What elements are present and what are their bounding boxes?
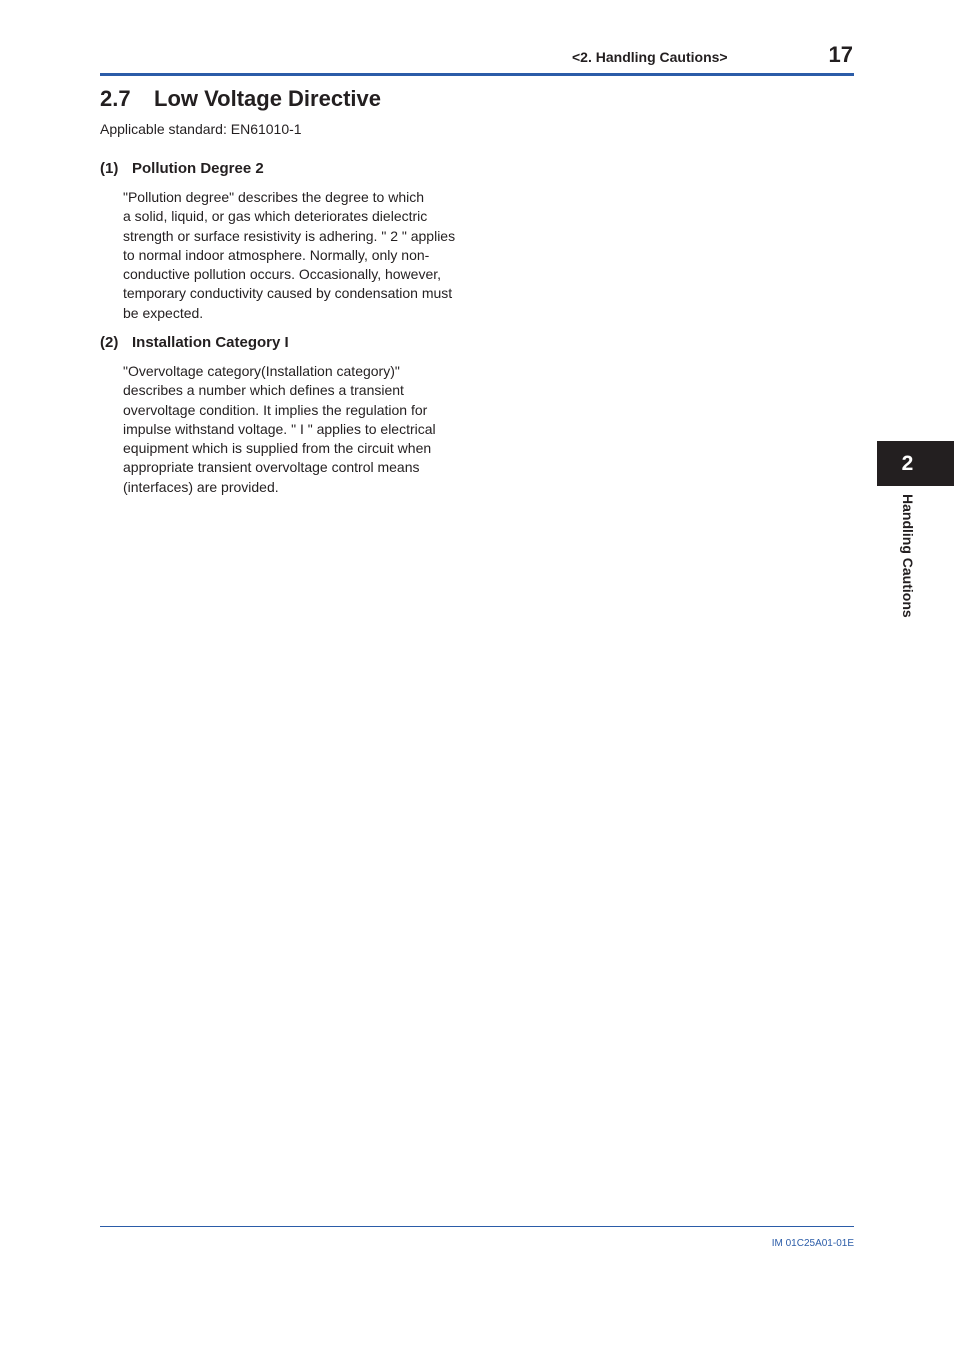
subsection-heading-pollution	[100, 160, 264, 177]
footer-divider	[100, 1226, 854, 1227]
paragraph-line: "Overvoltage category(Installation category)"	[123, 363, 400, 379]
applicable-standard: Applicable standard: EN61010-1	[100, 121, 302, 137]
paragraph-line: be expected.	[123, 304, 204, 321]
section-title	[100, 86, 381, 112]
paragraph-line: equipment which is supplied from the circuit when	[123, 440, 432, 457]
subsection-heading-installation	[100, 334, 289, 351]
header-divider	[100, 73, 854, 76]
paragraph-line: a solid, liquid, or gas which deteriorates dielectric	[123, 208, 428, 225]
installation-paragraph	[123, 362, 463, 497]
paragraph-line: appropriate transient overvoltage control means	[123, 459, 420, 476]
paragraph-line: describes a number which defines a transient	[123, 382, 404, 399]
subsection-number: (2)	[100, 334, 119, 351]
paragraph-line: "Pollution degree" describes the degree to which	[123, 189, 425, 205]
subsection-title: Pollution Degree 2	[132, 160, 264, 177]
page-number: 17	[828, 42, 853, 67]
pollution-paragraph	[123, 188, 463, 323]
chapter-side-label: Handling Cautions	[900, 494, 916, 618]
document-id: IM 01C25A01-01E	[771, 1238, 854, 1249]
paragraph-line: strength or surface resistivity is adhering. " 2 " applies	[123, 227, 456, 244]
paragraph-line: temporary conductivity caused by condensation must	[123, 285, 453, 302]
section-number: 2.7	[100, 86, 131, 111]
paragraph-line: to normal indoor atmosphere. Normally, only non-	[123, 246, 430, 263]
paragraph-line: impulse withstand voltage. " I " applies to electrical	[123, 420, 436, 437]
header-section-title: <2. Handling Cautions>	[572, 49, 728, 65]
subsection-number: (1)	[100, 160, 119, 177]
chapter-tab	[877, 441, 954, 486]
paragraph-line: overvoltage condition. It implies the regulation for	[123, 401, 428, 418]
section-title-text: Low Voltage Directive	[154, 86, 381, 111]
paragraph-line: conductive pollution occurs. Occasionally, however,	[123, 266, 442, 283]
paragraph-line: (interfaces) are provided.	[123, 478, 279, 495]
chapter-number: 2	[901, 451, 914, 475]
subsection-title: Installation Category I	[132, 334, 289, 351]
